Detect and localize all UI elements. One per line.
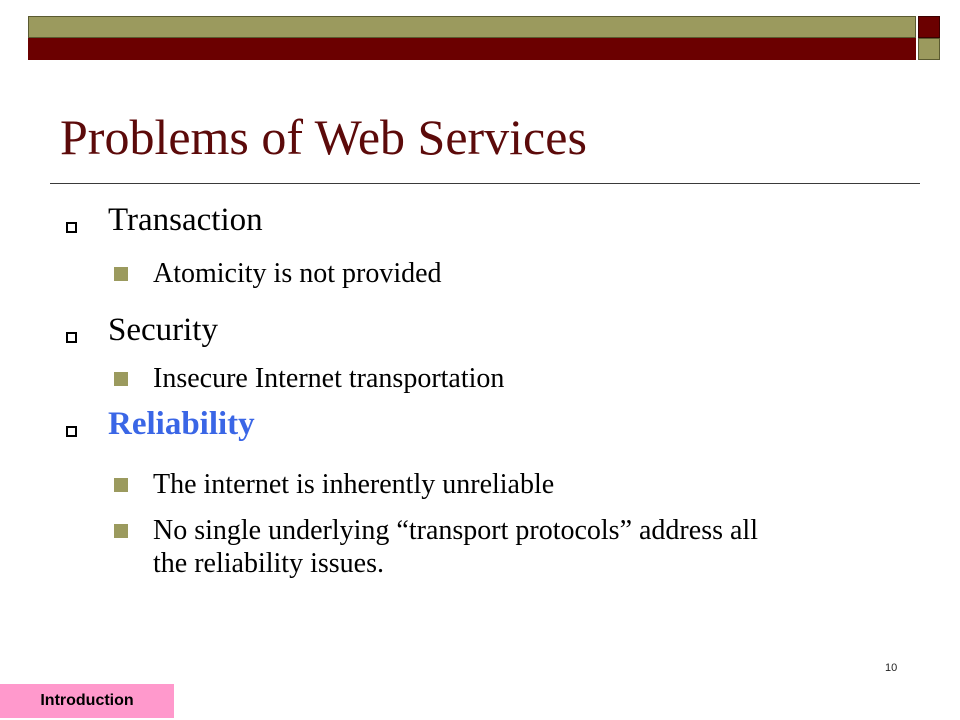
section-tag: Introduction xyxy=(0,684,174,718)
page-number: 10 xyxy=(885,662,898,674)
header-bar-olive xyxy=(28,16,916,38)
title-underline xyxy=(50,183,920,184)
subbullet-text: No single underlying “transport protocols” address all the reliability issues. xyxy=(153,515,758,580)
hollow-square-bullet-icon xyxy=(66,426,77,437)
subbullet-text: The internet is inherently unreliable xyxy=(153,469,555,500)
header-square-olive xyxy=(918,38,940,60)
hollow-square-bullet-icon xyxy=(66,332,77,343)
filled-square-bullet-icon xyxy=(114,478,128,492)
bullet-label: Security xyxy=(108,312,218,348)
bullet-security xyxy=(66,312,218,348)
bullet-transaction xyxy=(66,202,263,238)
header-square-darkred xyxy=(918,16,940,38)
bullet-label: Transaction xyxy=(108,202,263,238)
slide-title: Problems of Web Services xyxy=(60,109,587,165)
hollow-square-bullet-icon xyxy=(66,222,77,233)
bullet-reliability xyxy=(66,406,255,442)
subbullet-text: Atomicity is not provided xyxy=(153,258,442,289)
bullet-label-highlighted: Reliability xyxy=(108,406,255,442)
filled-square-bullet-icon xyxy=(114,267,128,281)
header-bar-darkred xyxy=(28,38,916,60)
subbullet-text: Insecure Internet transportation xyxy=(153,363,505,394)
filled-square-bullet-icon xyxy=(114,372,128,386)
filled-square-bullet-icon xyxy=(114,524,128,538)
